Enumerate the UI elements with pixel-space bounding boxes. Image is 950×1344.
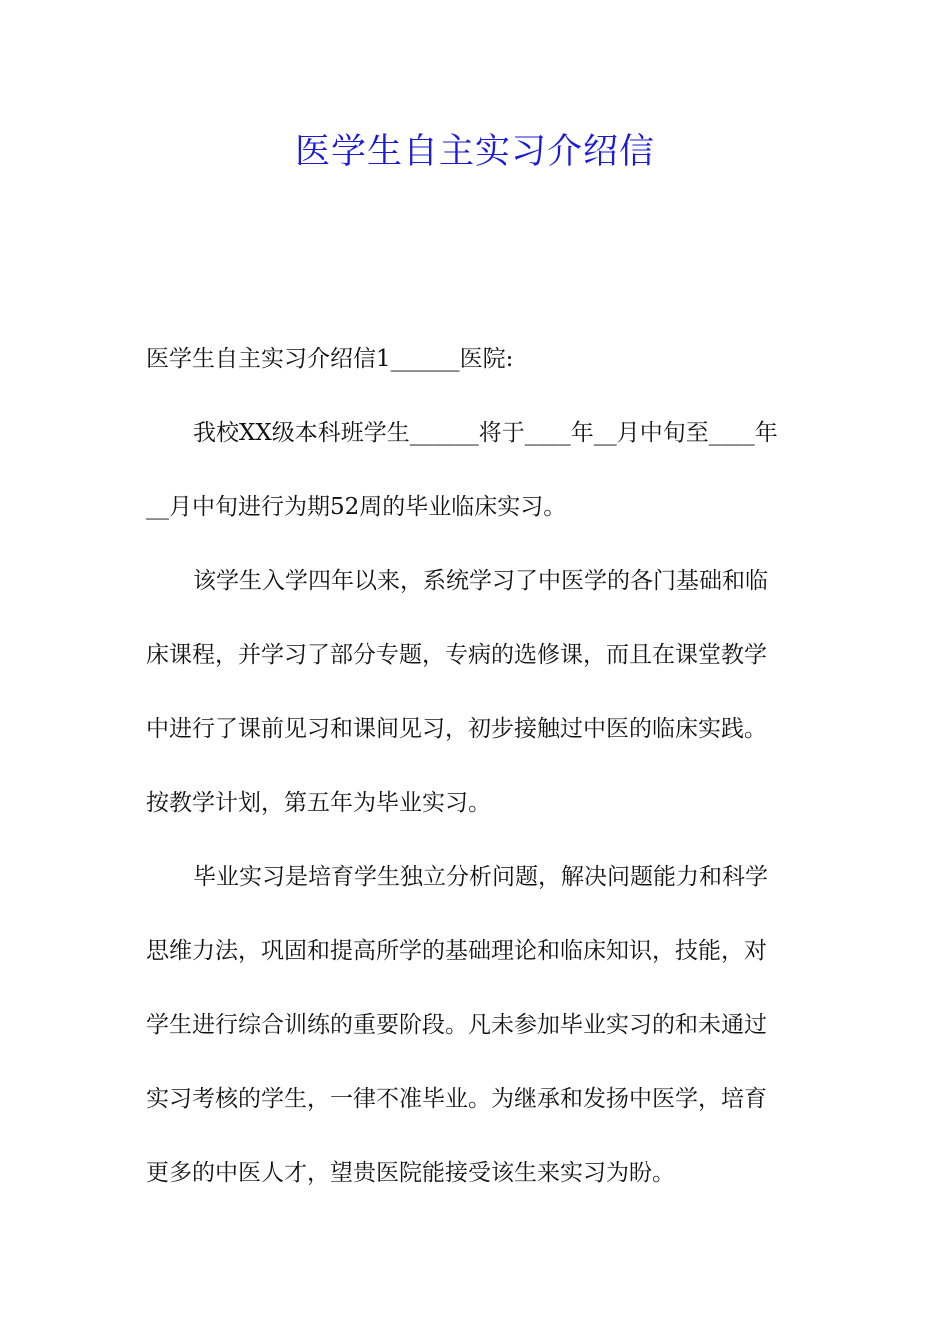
paragraph-line: __月中旬进行为期52周的毕业临床实习。 (146, 494, 567, 520)
paragraph-line: 床课程，并学习了部分专题，专病的选修课，而且在课堂教学 (146, 642, 767, 668)
paragraph-line: 毕业实习是培育学生独立分析问题，解决问题能力和科学 (193, 864, 768, 890)
paragraph-line: 更多的中医人才，望贵医院能接受该生来实习为盼。 (146, 1160, 675, 1186)
paragraph-line: 实习考核的学生，一律不准毕业。为继承和发扬中医学，培育 (146, 1086, 767, 1112)
paragraph-line: 我校XX级本科班学生______将于____年__月中旬至____年 (193, 420, 778, 446)
paragraph-line: 该学生入学四年以来，系统学习了中医学的各门基础和临 (193, 568, 768, 594)
paragraph-line: 按教学计划，第五年为毕业实习。 (146, 790, 491, 816)
paragraph-line: 思维力法，巩固和提高所学的基础理论和临床知识，技能，对 (146, 938, 767, 964)
document-body (146, 322, 806, 1210)
paragraph-line: 中进行了课前见习和课间见习，初步接触过中医的临床实践。 (146, 716, 767, 742)
document-title: 医学生自主实习介绍信 (294, 132, 655, 172)
salutation-line: 医学生自主实习介绍信1______医院: (146, 346, 514, 372)
paragraph-line: 学生进行综合训练的重要阶段。凡未参加毕业实习的和未通过 (146, 1012, 767, 1038)
